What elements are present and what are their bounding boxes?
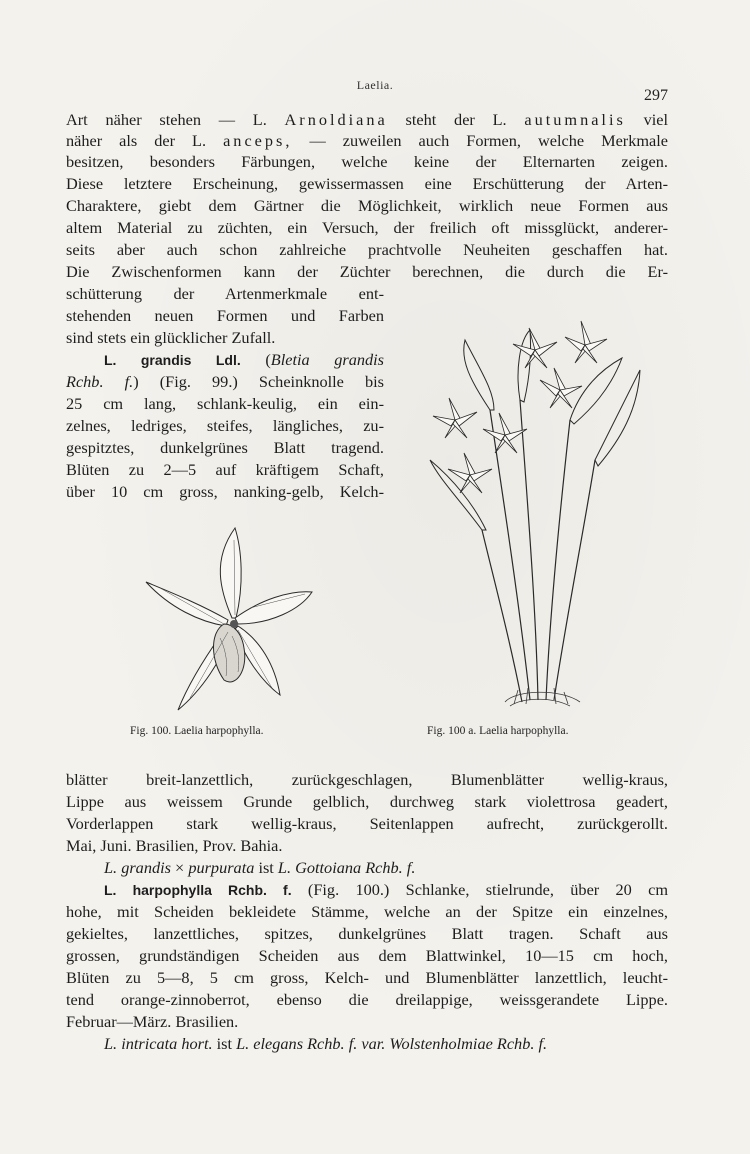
species-heading-line: L. grandis Ldl. (Bletia grandis bbox=[104, 350, 385, 369]
figure-100-caption: Fig. 100. Laelia harpophylla. bbox=[130, 725, 264, 737]
text-line: Mai, Juni. Brasilien, Prov. Bahia. bbox=[66, 836, 283, 855]
text-line: über 10 cm gross, nanking-gelb, Kelch- bbox=[66, 482, 384, 501]
text-line: Rchb. f.) (Fig. 99.) Scheinknolle bis bbox=[66, 372, 385, 391]
text-line: blätter breit-lanzettlich, zurückgeschlagen, Blumenblätter wellig-kraus, bbox=[66, 770, 668, 789]
text-line: seits aber auch schon zahlreiche prachtvolle Neuheiten geschaffen hat. bbox=[66, 240, 668, 259]
text-line: näher als der L. anceps, — zuweilen auch Formen, welche Merkmale bbox=[66, 131, 668, 150]
text-line: stehenden neuen Formen und Farben bbox=[66, 306, 384, 325]
text-line: Art näher stehen — L. Arnoldiana steht der L. autumnalis viel bbox=[66, 110, 669, 129]
running-title: Laelia. bbox=[356, 78, 394, 92]
text-line: besitzen, besonders Färbungen, welche keine der Elternarten zeigen. bbox=[66, 152, 668, 171]
text-line: grossen, grundständigen Scheiden aus dem Blattwinkel, 10—15 cm hoch, bbox=[66, 946, 668, 965]
figure-100-flower-illustration bbox=[140, 520, 320, 720]
text-line: sind stets ein glücklicher Zufall. bbox=[66, 328, 276, 347]
text-line: hohe, mit Scheiden bekleidete Stämme, welche an der Spitze ein einzelnes, bbox=[66, 902, 668, 921]
figure-100a-plant-illustration bbox=[410, 310, 650, 720]
figure-100a-caption: Fig. 100 a. Laelia harpophylla. bbox=[427, 725, 569, 737]
text-line: Vorderlappen stark wellig-kraus, Seitenlappen aufrecht, zurückgerollt. bbox=[66, 814, 668, 833]
text-line: Blüten zu 5—8, 5 cm gross, Kelch- und Blumenblätter lanzettlich, leucht- bbox=[66, 968, 668, 987]
species-heading-line: L. harpophylla Rchb. f. (Fig. 100.) Schlanke, stielrunde, über 20 cm bbox=[104, 880, 668, 899]
species-name: L. harpophylla Rchb. f. bbox=[104, 882, 292, 898]
text-line: Diese letztere Erscheinung, gewissermassen eine Erschütterung der Arten- bbox=[66, 174, 668, 193]
text-line: Lippe aus weissem Grunde gelblich, durchweg stark violettrosa geadert, bbox=[66, 792, 668, 811]
synonym-line: L. intricata hort. ist L. elegans Rchb. f. var. Wolstenholmiae Rchb. f. bbox=[104, 1034, 548, 1053]
page-number: 297 bbox=[644, 87, 668, 104]
text-line: schütterung der Artenmerkmale ent- bbox=[66, 284, 384, 303]
text-line: tend orange-zinnoberrot, ebenso die dreilappige, weissgerandete Lippe. bbox=[66, 990, 668, 1009]
hybrid-line: L. grandis × purpurata ist L. Gottoiana Rchb. f. bbox=[104, 858, 416, 877]
text-line: gekieltes, lanzettliches, spitzes, dunkelgrünes Blatt tragen. Schaft aus bbox=[66, 924, 668, 943]
text-line: zelnes, ledriges, steifes, längliches, zu- bbox=[66, 416, 384, 435]
text-line: Blüten zu 2—5 auf kräftigem Schaft, bbox=[66, 460, 384, 479]
text-line: gespitztes, dunkelgrünes Blatt tragend. bbox=[66, 438, 384, 457]
text-line: Februar—März. Brasilien. bbox=[66, 1012, 239, 1031]
text-line: Charaktere, giebt dem Gärtner die Möglichkeit, wirklich neue Formen aus bbox=[66, 196, 668, 215]
text-line: Die Zwischenformen kann der Züchter berechnen, die durch die Er- bbox=[66, 262, 668, 281]
text-line: altem Material zu züchten, ein Versuch, der freilich oft missglückt, anderer- bbox=[66, 218, 668, 237]
species-name: L. grandis Ldl. bbox=[104, 352, 241, 368]
text-line: 25 cm lang, schlank-keulig, ein ein- bbox=[66, 394, 384, 413]
